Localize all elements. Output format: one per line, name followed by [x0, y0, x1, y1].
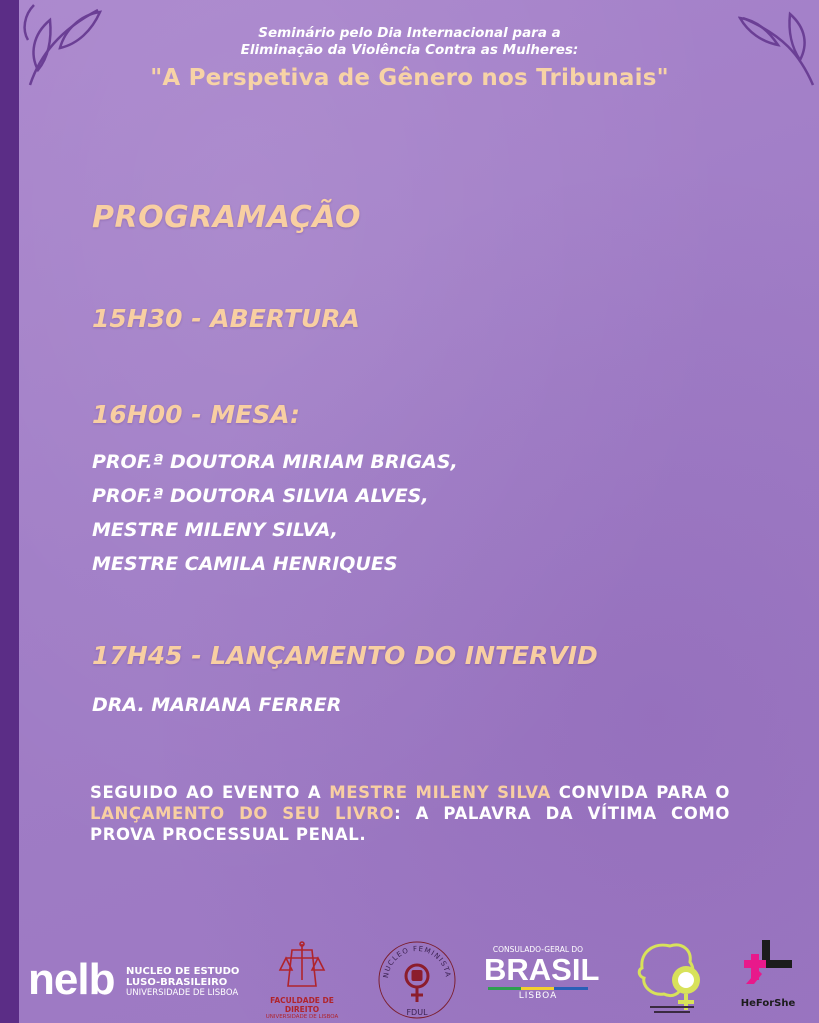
panel-speaker: PROF.ª DOUTORA SILVIA ALVES, — [92, 485, 429, 507]
br-main: BRASIL — [484, 952, 600, 987]
panel-speaker: PROF.ª DOUTORA MIRIAM BRIGAS, — [92, 451, 458, 473]
female-fist-icon — [406, 965, 428, 1002]
panel-speaker: MESTRE MILENY SILVA, — [92, 519, 339, 541]
heforshe-symbol-icon — [740, 936, 796, 992]
nf-top-text: NUCLEO FEMINISTA — [381, 944, 453, 979]
left-accent-bar — [0, 0, 19, 1023]
schedule-item-launch: 17H45 - LANÇAMENTO DO INTERVID — [92, 641, 598, 670]
nf-bottom-text: FDUL — [406, 1008, 428, 1017]
event-title: "A Perspetiva de Gênero nos Tribunais" — [150, 65, 669, 91]
launch-speaker: DRA. MARIANA FERRER — [92, 694, 342, 716]
brazil-woman-silhouette-icon — [632, 938, 712, 1020]
schedule-item-opening: 15H30 - ABERTURA — [92, 304, 360, 333]
note-highlight-name: MESTRE MILENY SILVA — [329, 783, 551, 802]
consulado-brasil-logo — [484, 945, 600, 1001]
schedule-item-panel: 16H00 - MESA: — [92, 400, 301, 429]
book-launch-note — [90, 782, 730, 845]
brazil-flag-stripe — [488, 987, 588, 990]
note-highlight-launch: LANÇAMENTO DO SEU LIVRO — [90, 804, 395, 823]
fd-label: FACULDADE DE DIREITO — [270, 996, 334, 1014]
note-text: CONVIDA PARA O — [550, 783, 730, 802]
note-text: SEGUIDO AO EVENTO A — [90, 783, 330, 802]
event-subtitle-line2: Eliminação da Violência Contra as Mulheres: — [240, 42, 579, 58]
nelb-logo — [28, 955, 240, 1004]
heforshe-logo — [738, 936, 798, 1009]
note-text: : A PALAVRA DA VÍTIMA COMO PROVA PROCESSUAL PENAL. — [90, 804, 730, 844]
scales-of-justice-icon — [274, 940, 330, 990]
nelb-line2: LUSO-BRASILEIRO — [126, 977, 228, 988]
event-subtitle-line1: Seminário pelo Dia Internacional para a — [258, 25, 561, 41]
event-header — [0, 25, 819, 91]
program-heading: PROGRAMAÇÃO — [92, 200, 361, 235]
panel-speaker: MESTRE CAMILA HENRIQUES — [92, 553, 398, 575]
nelb-line3: UNIVERSIDADE DE LISBOA — [126, 988, 239, 998]
hfs-label: HeForShe — [740, 998, 796, 1009]
fd-sub: UNIVERSIDADE DE LISBOA — [265, 1014, 339, 1020]
nucleo-feminista-logo — [374, 936, 460, 1022]
women-collective-logo — [632, 938, 712, 1020]
br-bottom: LISBOA — [518, 991, 558, 1001]
br-top: CONSULADO-GERAL DO — [492, 945, 584, 954]
nelb-line1: NUCLEO DE ESTUDO — [126, 966, 240, 977]
nelb-logo-mark: nelb — [28, 955, 115, 1004]
faculdade-direito-logo — [252, 940, 352, 1020]
panel-speakers-list — [92, 450, 458, 586]
nelb-logo-text — [126, 966, 256, 999]
sponsor-logos-bar — [0, 930, 819, 1023]
